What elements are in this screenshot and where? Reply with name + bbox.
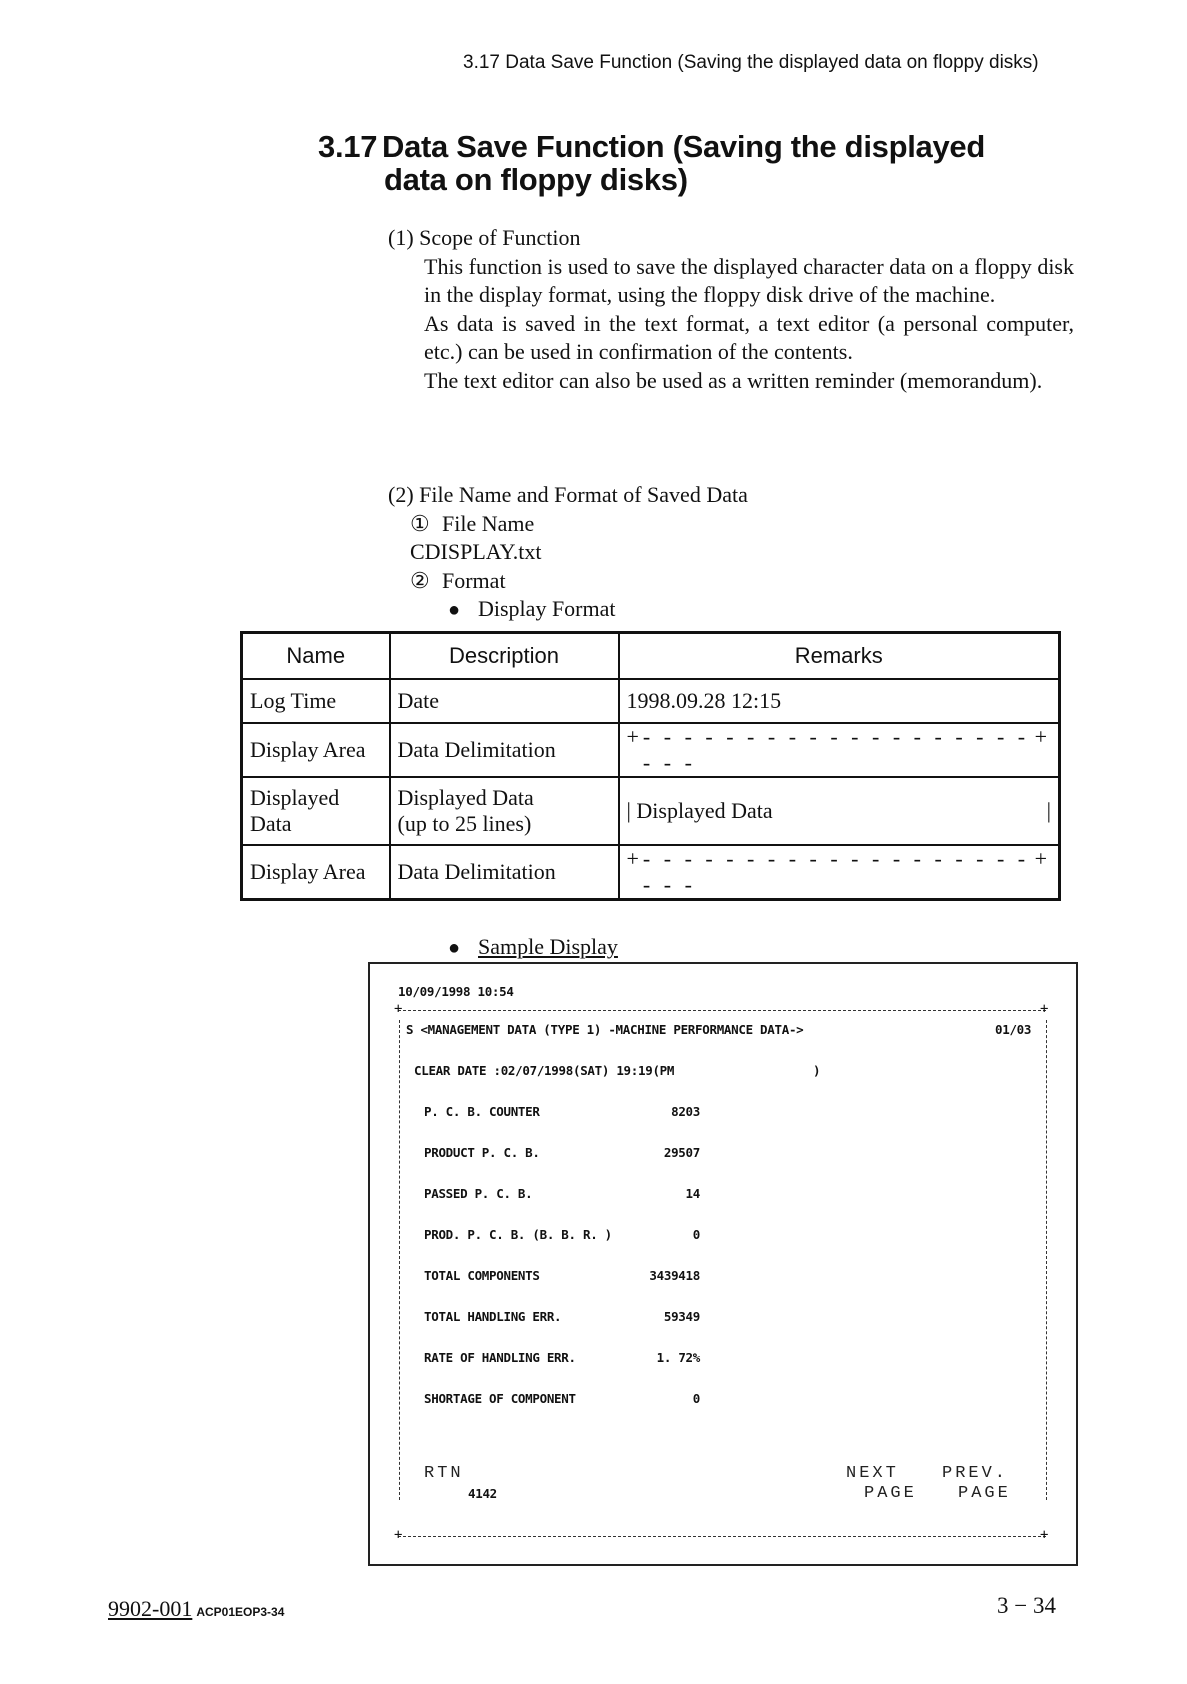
delimiter-line — [627, 846, 1052, 898]
cell-name-line: Data — [250, 811, 292, 836]
metric-value: 59349 — [663, 1309, 700, 1324]
metric-label: SHORTAGE OF COMPONENT — [424, 1391, 576, 1406]
displayed-data-text: | Displayed Data — [626, 798, 773, 823]
sample-display-label — [448, 934, 618, 960]
table-row — [242, 723, 1060, 777]
doc-code: ACP01EOP3-34 — [196, 1605, 285, 1619]
metric-label: PROD. P. C. B. (B. B. R. ) — [424, 1227, 612, 1242]
delimiter-plus: + — [626, 846, 643, 871]
cell-remarks — [619, 777, 1060, 845]
rtn-value: 4142 — [468, 1486, 497, 1501]
screen-timestamp: 10/09/1998 10:54 — [398, 984, 514, 999]
metric-value: 0 — [692, 1391, 700, 1406]
page-number: 3 − 34 — [997, 1593, 1056, 1618]
cell-remarks — [619, 723, 1060, 777]
bullet-icon: ● — [448, 599, 461, 621]
cell-name — [242, 777, 390, 845]
clear-date: CLEAR DATE :02/07/1998(SAT) 19:19(PM — [414, 1063, 675, 1078]
prev-label: PREV. — [942, 1464, 1009, 1483]
rtn-button[interactable]: RTN — [424, 1464, 464, 1483]
delimiter-dashes: - - - - - - - - - - - - - - - - - - - - - - — [642, 724, 1030, 775]
page-title — [318, 130, 985, 196]
cell-description: Data Delimitation — [390, 845, 619, 900]
delimiter-plus: + — [1034, 846, 1051, 871]
title-line1: Data Save Function (Saving the displayed — [382, 129, 985, 164]
scope-paragraph: As data is saved in the text format, a text editor (a personal computer, etc.) can be used in confirmation of the contents. — [424, 310, 1074, 364]
circled-two-icon: ② — [410, 567, 430, 593]
column-header-name: Name — [242, 633, 390, 680]
metric-label: TOTAL COMPONENTS — [424, 1268, 540, 1283]
top-delimiter-line — [398, 1010, 1046, 1011]
corner-plus: + — [1040, 1527, 1049, 1543]
file-format-heading: (2) File Name and Format of Saved Data — [388, 482, 748, 507]
metric-value: 0 — [692, 1227, 700, 1242]
column-header-remarks: Remarks — [619, 633, 1060, 680]
bullet-icon: ● — [448, 937, 461, 959]
cell-description-line: Displayed Data — [397, 785, 534, 810]
metric-value: 14 — [685, 1186, 700, 1201]
display-format-label: Display Format — [478, 596, 616, 621]
metric-label: PRODUCT P. C. B. — [424, 1145, 540, 1160]
cell-name: Display Area — [242, 723, 390, 777]
right-border — [1046, 1020, 1047, 1500]
scope-paragraph: This function is used to save the displayed character data on a floppy disk in the display format, using the floppy disk drive of the machine. — [424, 253, 1074, 307]
table-row — [242, 679, 1060, 723]
scope-section — [388, 224, 1074, 395]
metric-value: 29507 — [663, 1145, 700, 1160]
format-label: Format — [442, 567, 506, 593]
format-table — [240, 631, 1061, 901]
footer-doc-id — [108, 1596, 284, 1622]
next-label: NEXT — [846, 1464, 899, 1483]
doc-number: 9902-001 — [108, 1596, 193, 1621]
title-line2: data on floppy disks) — [384, 162, 688, 197]
clear-date-close: ) — [813, 1063, 821, 1078]
screen-page-indicator: 01/03 — [995, 1022, 1032, 1037]
metric-value: 3439418 — [649, 1268, 700, 1283]
displayed-data-bar: | — [1046, 798, 1051, 823]
cell-description: Data Delimitation — [390, 723, 619, 777]
delimiter-line — [627, 724, 1052, 776]
cell-description: Date — [390, 679, 619, 723]
column-header-description: Description — [390, 633, 619, 680]
file-name-item — [388, 510, 1074, 539]
metric-label: PASSED P. C. B. — [424, 1186, 533, 1201]
corner-plus: + — [1040, 1001, 1049, 1017]
cell-remarks — [619, 845, 1060, 900]
screen-header-line: S <MANAGEMENT DATA (TYPE 1) -MACHINE PERFORMANCE DATA-> — [406, 1022, 804, 1037]
left-border — [399, 1020, 400, 1500]
scope-paragraph: The text editor can also be used as a written reminder (memorandum). — [424, 367, 1043, 393]
corner-plus: + — [394, 1527, 403, 1543]
file-name-value: CDISPLAY.txt — [410, 539, 542, 564]
metric-label: RATE OF HANDLING ERR. — [424, 1350, 576, 1365]
circled-one-icon: ① — [410, 510, 430, 536]
cell-name: Display Area — [242, 845, 390, 900]
cell-description — [390, 777, 619, 845]
sample-display-screen — [368, 962, 1078, 1566]
sample-display-title: Sample Display — [478, 934, 618, 959]
table-row — [242, 777, 1060, 845]
delimiter-dashes: - - - - - - - - - - - - - - - - - - - - - - — [642, 846, 1030, 897]
table-row — [242, 845, 1060, 900]
prev-page-label: PAGE — [958, 1484, 1011, 1503]
file-format-section — [388, 481, 1074, 625]
running-head: 3.17 Data Save Function (Saving the displayed data on floppy disks) — [463, 52, 1039, 73]
cell-description-line: (up to 25 lines) — [397, 811, 532, 836]
cell-remarks: 1998.09.28 12:15 — [619, 679, 1060, 723]
cell-name: Log Time — [242, 679, 390, 723]
metric-value: 1. 72% — [656, 1350, 700, 1365]
cell-name-line: Displayed — [250, 785, 340, 810]
table-header-row — [242, 633, 1060, 680]
delimiter-plus: + — [1034, 724, 1051, 749]
corner-plus: + — [394, 1001, 403, 1017]
metric-label: P. C. B. COUNTER — [424, 1104, 540, 1119]
next-page-label: PAGE — [864, 1484, 917, 1503]
section-number: 3.17 — [318, 129, 378, 164]
delimiter-plus: + — [626, 724, 643, 749]
metric-value: 8203 — [671, 1104, 700, 1119]
bottom-delimiter-line — [398, 1536, 1046, 1537]
format-item — [388, 567, 1074, 596]
scope-heading: (1) Scope of Function — [388, 225, 581, 250]
display-format-bullet — [388, 595, 1074, 625]
metric-label: TOTAL HANDLING ERR. — [424, 1309, 562, 1324]
scope-body — [388, 253, 1074, 396]
file-name-label: File Name — [442, 510, 535, 536]
displayed-data-line — [627, 798, 1052, 824]
